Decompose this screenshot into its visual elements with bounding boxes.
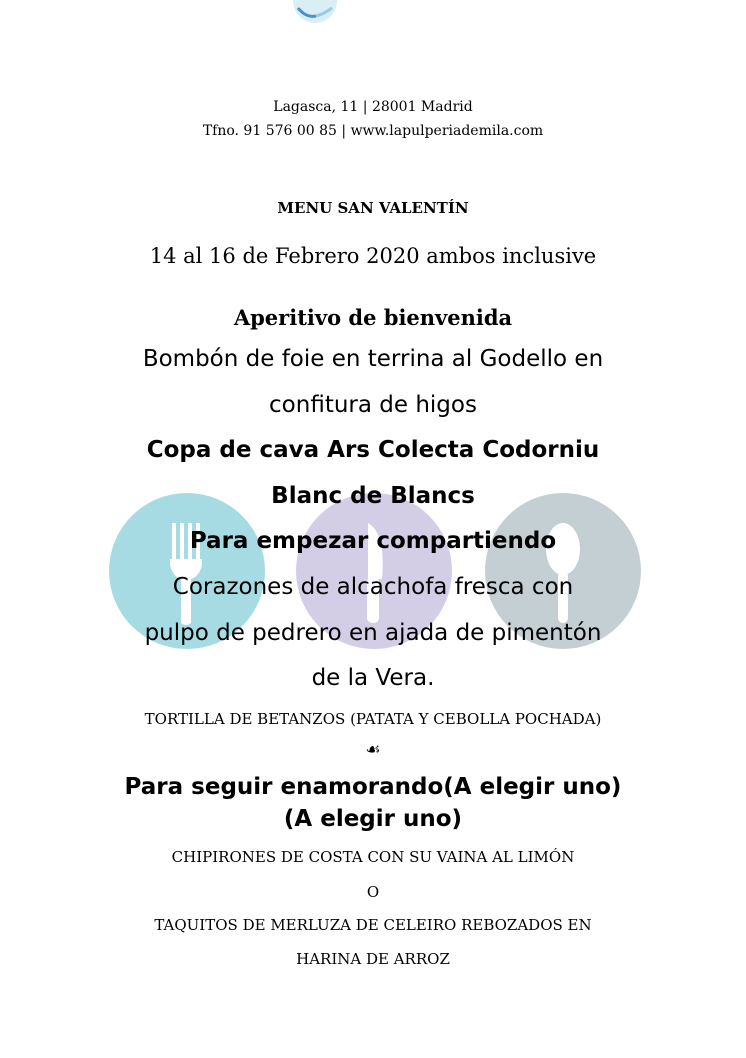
restaurant-logo-icon [292, 0, 338, 24]
copa-line-1: Copa de cava Ars Colecta Codorniu [146, 437, 600, 463]
corazones-line-3: de la Vera. [311, 665, 435, 691]
taquitos-line-1: TAQUITOS DE MERLUZA DE CELEIRO REBOZADOS EN [154, 916, 592, 934]
corazones-line-2: pulpo de pedrero en ajada de pimentón [144, 620, 602, 646]
copa-line-2: Blanc de Blancs [271, 483, 475, 509]
tortilla-item: TORTILLA DE BETANZOS (PATATA Y CEBOLLA POCHADA) [144, 710, 602, 728]
taquitos-line-2: HARINA DE ARROZ [296, 950, 450, 968]
empezar-heading: Para empezar compartiendo [189, 528, 557, 554]
seguir-heading: Para seguir enamorando(A elegir uno) [124, 774, 622, 800]
bombon-line-2: confitura de higos [269, 392, 477, 418]
restaurant-phone-web: Tfno. 91 576 00 85 | www.lapulperiademila.com [202, 123, 544, 139]
menu-title: MENU SAN VALENTÍN [277, 199, 469, 217]
bombon-line-1: Bombón de foie en terrina al Godello en [142, 346, 604, 372]
ornament-divider-icon: ☙ [365, 740, 381, 760]
restaurant-address: Lagasca, 11 | 28001 Madrid [273, 99, 473, 115]
aperitivo-heading: Aperitivo de bienvenida [233, 305, 513, 330]
corazones-line-1: Corazones de alcachofa fresca con [172, 574, 574, 600]
elegir-note: (A elegir uno) [283, 806, 463, 832]
or-separator: O [366, 883, 380, 901]
menu-dates: 14 al 16 de Febrero 2020 ambos inclusive [149, 244, 597, 268]
chipirones-item: CHIPIRONES DE COSTA CON SU VAINA AL LIMÓN [171, 848, 575, 866]
